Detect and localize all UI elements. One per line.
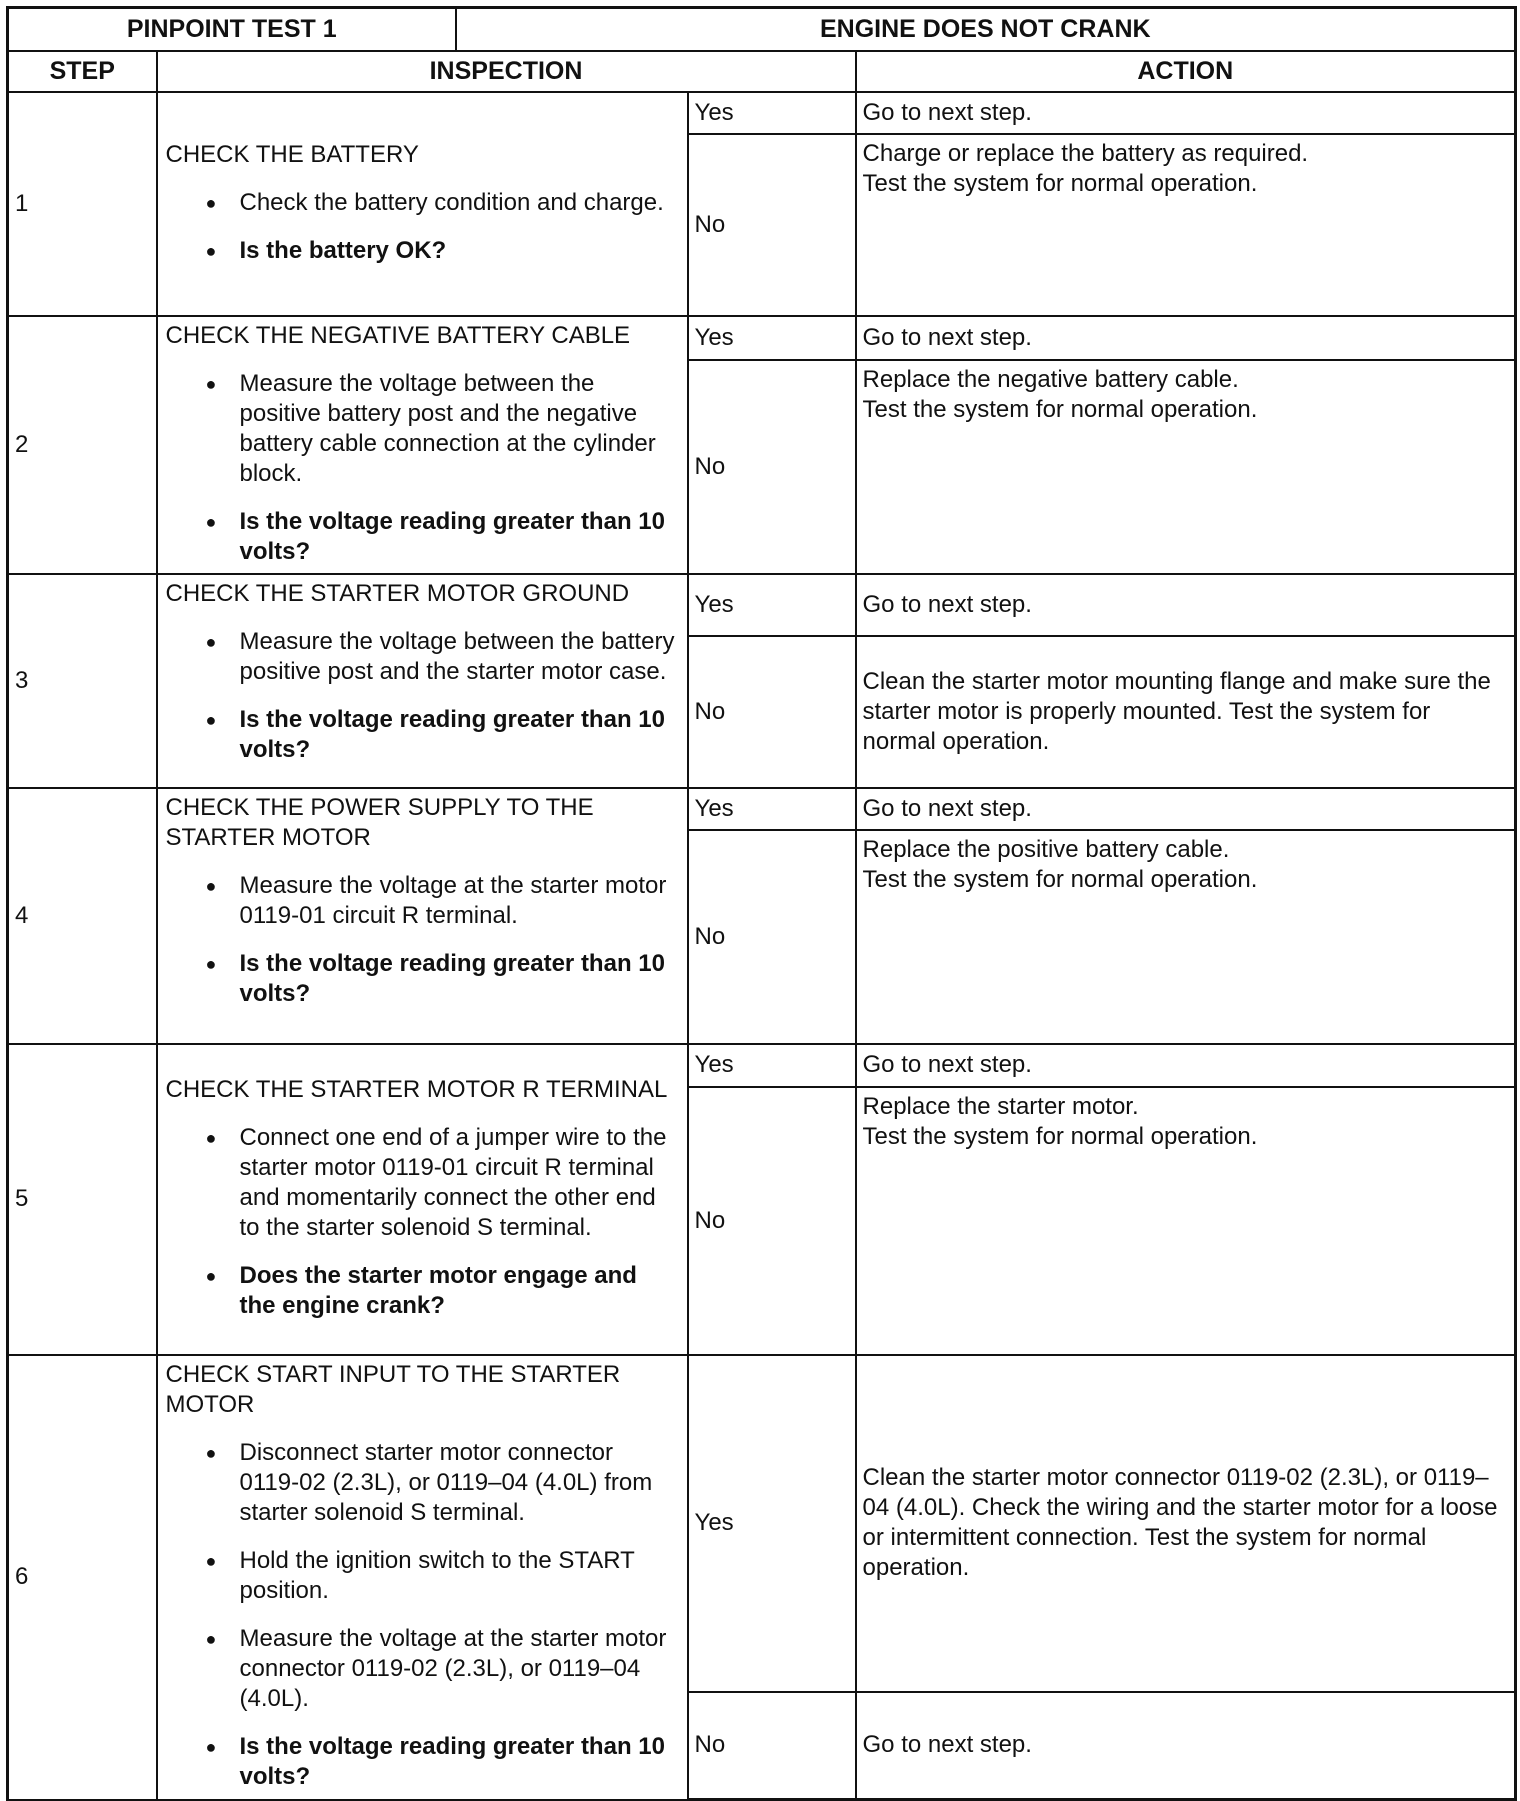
inspection-title: CHECK THE BATTERY bbox=[165, 140, 419, 168]
no-action-followup: Test the system for normal operation. bbox=[862, 865, 1258, 893]
no-action-cell bbox=[856, 134, 1516, 316]
inspection-cell bbox=[157, 92, 688, 316]
step-number: 6 bbox=[8, 1355, 157, 1800]
step-3-row bbox=[8, 574, 1516, 636]
no-answer: No bbox=[688, 1087, 856, 1355]
column-header-step: STEP bbox=[8, 51, 157, 92]
step-2-row bbox=[8, 316, 1516, 360]
inspection-cell bbox=[157, 788, 688, 1044]
no-answer: No bbox=[688, 830, 856, 1044]
inspection-bullet: ● Measure the voltage between the battery positive post and the starter motor case. bbox=[240, 627, 679, 687]
inspection-cell bbox=[157, 1044, 688, 1355]
inspection-bullet: ● Disconnect starter motor connector 0119-02 (2.3L), or 0119–04 (4.0L) from starter solenoid S terminal. bbox=[240, 1438, 679, 1528]
inspection-bullet: ● Check the battery condition and charge. bbox=[240, 188, 679, 218]
pinpoint-test-sheet bbox=[6, 6, 1514, 1788]
yes-answer: Yes bbox=[688, 92, 856, 134]
inspection-bullet: ● Measure the voltage at the starter motor connector 0119-02 (2.3L), or 0119–04 (4.0L). bbox=[240, 1624, 679, 1714]
no-action-cell bbox=[856, 1087, 1516, 1355]
inspection-question: ● Is the voltage reading greater than 10 volts? bbox=[240, 949, 679, 1009]
no-action: Charge or replace the battery as required. bbox=[862, 139, 1309, 167]
inspection-cell bbox=[157, 316, 688, 574]
yes-answer: Yes bbox=[688, 316, 856, 360]
yes-action: Go to next step. bbox=[856, 788, 1516, 830]
test-label: PINPOINT TEST 1 bbox=[8, 8, 456, 51]
column-header-action: ACTION bbox=[856, 51, 1516, 92]
inspection-bullet: ● Connect one end of a jumper wire to the starter motor 0119-01 circuit R terminal and momentarily connect the other end to the starter solenoid S terminal. bbox=[240, 1123, 679, 1243]
step-1-row bbox=[8, 92, 1516, 134]
no-action: Go to next step. bbox=[856, 1692, 1516, 1800]
yes-action: Go to next step. bbox=[856, 1044, 1516, 1087]
pinpoint-test-table bbox=[6, 6, 1517, 1801]
yes-action: Go to next step. bbox=[856, 574, 1516, 636]
no-action: Replace the negative battery cable. bbox=[862, 365, 1239, 393]
no-answer: No bbox=[688, 134, 856, 316]
inspection-question: ● Is the battery OK? bbox=[240, 236, 679, 266]
no-action-cell bbox=[856, 830, 1516, 1044]
inspection-question: ● Is the voltage reading greater than 10 volts? bbox=[240, 507, 679, 567]
yes-action: Clean the starter motor connector 0119-02 (2.3L), or 0119–04 (4.0L). Check the wiring and the starter motor for a loose or intermittent connection. Test the system for normal operation. bbox=[856, 1355, 1516, 1692]
inspection-bullet: ● Measure the voltage between the positive battery post and the negative battery cable connection at the cylinder block. bbox=[240, 369, 679, 489]
step-5-row bbox=[8, 1044, 1516, 1087]
step-number: 5 bbox=[8, 1044, 157, 1355]
step-number: 3 bbox=[8, 574, 157, 788]
no-answer: No bbox=[688, 636, 856, 788]
no-action-cell bbox=[856, 360, 1516, 574]
inspection-title: CHECK THE STARTER MOTOR R TERMINAL bbox=[165, 1076, 668, 1103]
no-action: Replace the positive battery cable. bbox=[862, 835, 1230, 863]
yes-action: Go to next step. bbox=[856, 316, 1516, 360]
step-4-row bbox=[8, 788, 1516, 830]
no-answer: No bbox=[688, 360, 856, 574]
step-number: 1 bbox=[8, 92, 157, 316]
inspection-question: ● Is the voltage reading greater than 10 volts? bbox=[240, 705, 679, 765]
inspection-cell bbox=[157, 574, 688, 788]
inspection-bullet: ● Measure the voltage at the starter motor 0119-01 circuit R terminal. bbox=[240, 871, 679, 931]
yes-answer: Yes bbox=[688, 1044, 856, 1087]
no-action: Clean the starter motor mounting flange and make sure the starter motor is properly mounted. Test the system for normal operation. bbox=[856, 636, 1516, 788]
column-header-inspection: INSPECTION bbox=[157, 51, 856, 92]
step-number: 4 bbox=[8, 788, 157, 1044]
yes-action: Go to next step. bbox=[856, 92, 1516, 134]
no-action-followup: Test the system for normal operation. bbox=[862, 1122, 1258, 1150]
no-action: Replace the starter motor. bbox=[862, 1092, 1139, 1120]
test-title: ENGINE DOES NOT CRANK bbox=[456, 8, 1516, 51]
yes-answer: Yes bbox=[688, 1355, 856, 1692]
inspection-cell bbox=[157, 1355, 688, 1800]
yes-answer: Yes bbox=[688, 788, 856, 830]
no-answer: No bbox=[688, 1692, 856, 1800]
no-action-followup: Test the system for normal operation. bbox=[862, 169, 1258, 197]
inspection-question: ● Does the starter motor engage and the engine crank? bbox=[240, 1261, 679, 1321]
inspection-title: CHECK THE NEGATIVE BATTERY CABLE bbox=[165, 321, 631, 349]
step-number: 2 bbox=[8, 316, 157, 574]
inspection-title: CHECK THE STARTER MOTOR GROUND bbox=[165, 579, 630, 607]
inspection-bullet: ● Hold the ignition switch to the START position. bbox=[240, 1546, 679, 1606]
step-6-row bbox=[8, 1355, 1516, 1692]
inspection-question: ● Is the voltage reading greater than 10 volts? bbox=[240, 1732, 679, 1792]
inspection-title: CHECK THE POWER SUPPLY TO THE STARTER MOTOR bbox=[165, 793, 594, 851]
no-action-followup: Test the system for normal operation. bbox=[862, 395, 1258, 423]
inspection-title: CHECK START INPUT TO THE STARTER MOTOR bbox=[165, 1360, 621, 1418]
yes-answer: Yes bbox=[688, 574, 856, 636]
